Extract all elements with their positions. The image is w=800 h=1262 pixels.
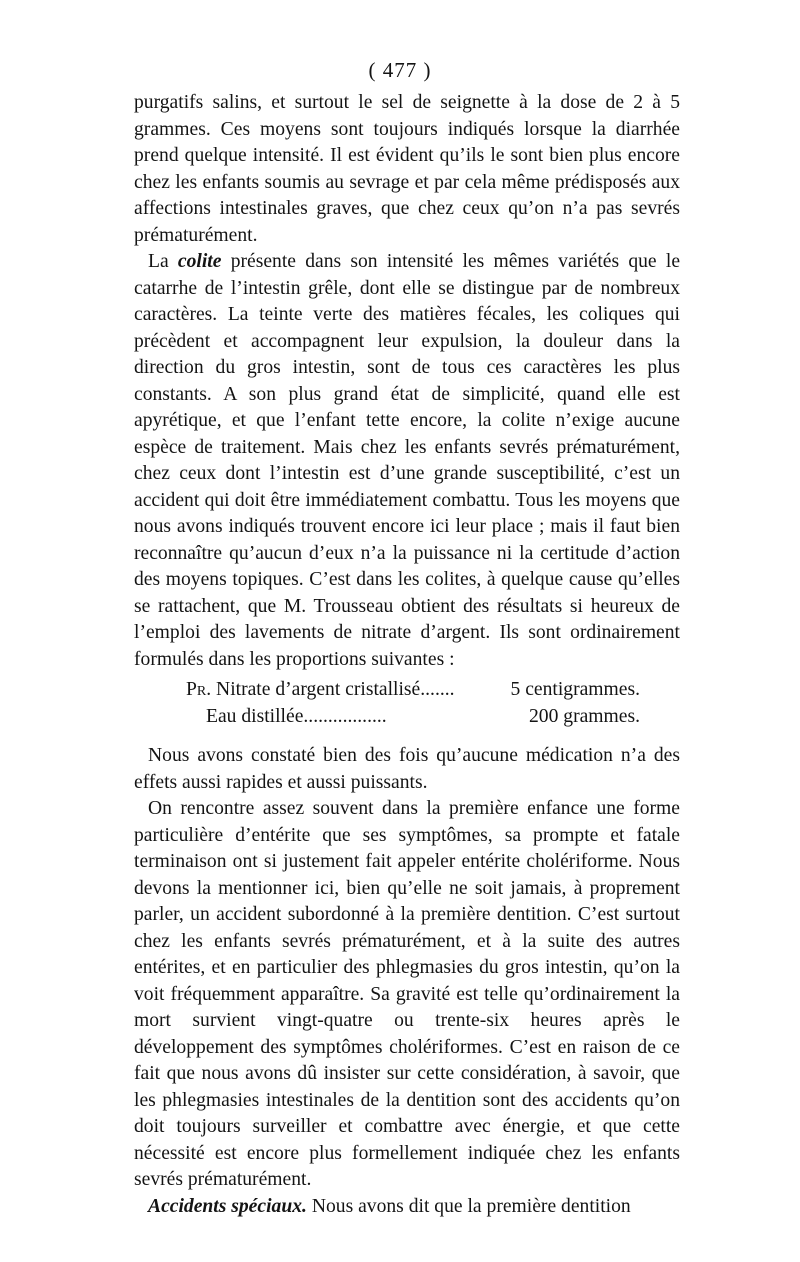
paragraph-2-text: présente dans son intensité les mêmes variétés que le catarrhe de l’intestin grêle, dont elle se distingue par de nombreux caractères. La teinte verte des matières fécales, les coliques qui précèdent et accompagnent leur expulsion, la douleur dans la direction du gros intestin, sont de tous ces caractères les plus constants. A son plus grand état de simplicité, quand elle est apyrétique, et que l’enfant tette encore, la colite n’exige aucune espèce de traitement. Mais chez les enfants sevrés prématurément, chez ceux dont l’intestin est d’une grande susceptibilité, c’est un accident qui doit être immédiatement combattu. Tous les moyens que nous avons indiqués trouvent encore ici leur place ; mais il faut bien reconnaître qu’aucun d’eux n’a la puissance ni la certitude d’action des moyens topiques. C’est dans les colites, à quelque cause qu’elles se rattachent, que M. Trousseau obtient des résultats si heureux de l’emploi des lavements de nitrate d’argent. Ils sont ordinairement formulés dans les proportions suivantes :	[134, 251, 681, 670]
prescription-line-2	[206, 704, 640, 731]
paragraph-5	[134, 1194, 680, 1221]
prescription	[134, 677, 680, 730]
paragraph-2	[134, 249, 680, 673]
prescription-label: Pr.	[186, 679, 212, 700]
page-number: ( 477 )	[368, 58, 432, 82]
prescription-item-1: Nitrate d’argent cristallisé.......	[216, 679, 455, 700]
paragraph-1: purgatifs salins, et surtout le sel de seignette à la dose de 2 à 5 grammes. Ces moyens sont toujours indiqués lorsque la diarrhée prend quelque intensité. Il est évident qu’ils le sont bien plus encore chez les enfants soumis au sevrage et par cela même prédisposés aux affections intestinales graves, que chez ceux qu’on n’a pas sevrés prématurément.	[134, 92, 680, 246]
body-text	[134, 90, 680, 1220]
term-accidents-speciaux: Accidents spéciaux.	[148, 1195, 307, 1217]
paragraph-3: Nous avons constaté bien des fois qu’aucune médication n’a des effets aussi rapides et aussi puissants.	[134, 745, 680, 793]
prescription-line-1	[186, 677, 640, 704]
paragraph-5-text: Nous avons dit que la première dentition	[311, 1195, 631, 1217]
term-colite: colite	[177, 251, 222, 272]
prescription-quantity-1: 5 centigrammes.	[510, 679, 640, 700]
prescription-quantity-2: 200 grammes.	[528, 705, 640, 727]
prescription-item-2: Eau distillée.................	[206, 705, 387, 727]
paragraph-4: On rencontre assez souvent dans la première enfance une forme particulière d’entérite que ses symptômes, sa prompte et fatale terminaison ont si justement fait appeler entérite cholériforme. Nous devons la mentionner ici, bien qu’elle ne soit jamais, à proprement parler, un accident subordonné à la première dentition. C’est surtout chez les enfants sevrés prématurément, et à la suite des autres entérites, et en particulier des phlegmasies du gros intestin, qu’on la voit fréquemment apparaître. Sa gravité est telle qu’ordinairement la mort survient vingt-quatre ou trente-six heures après le développement des symptômes cholériformes. C’est en raison de ce fait que nous avons dû insister sur cette considération, à savoir, que les phlegmasies intestinales de la dentition sont des accidents qu’on doit toujours surveiller et combattre avec énergie, et que cette nécessité est encore plus formellement indiquée chez les enfants sevrés prématurément.	[134, 798, 680, 1190]
paragraph-2-lead: La	[148, 251, 169, 272]
